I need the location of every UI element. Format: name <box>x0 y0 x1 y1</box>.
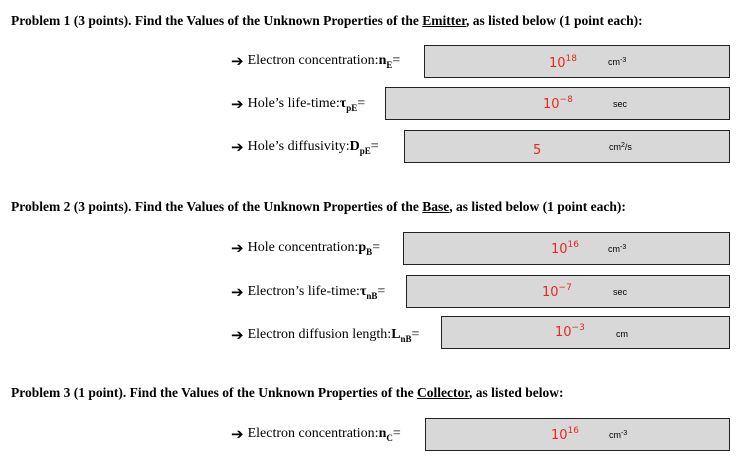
symbol-subscript: E <box>386 59 393 70</box>
value-exponent: 16 <box>567 426 579 436</box>
value-exponent: −8 <box>559 95 573 105</box>
label-text: Electron concentration: <box>247 53 379 68</box>
value-base: 5 <box>533 143 542 158</box>
symbol-letter: n <box>378 425 387 441</box>
unit-base: cm <box>616 329 628 339</box>
unit-label <box>608 57 626 67</box>
unit-label <box>609 142 632 152</box>
symbol-letter: τ <box>339 95 347 111</box>
p2-electron-diffusion-length-label <box>231 325 419 345</box>
equals-sign: = <box>392 426 401 441</box>
equals-sign: = <box>372 240 381 255</box>
answer-value <box>551 240 579 257</box>
symbol-letter: n <box>378 52 387 68</box>
equals-sign: = <box>411 327 420 342</box>
symbol <box>350 139 371 156</box>
unit-base: sec <box>613 99 628 109</box>
problem-2-heading <box>11 199 626 215</box>
unit-base: sec <box>613 287 628 297</box>
problem-2-base-link: Base <box>422 199 450 214</box>
answer-value <box>542 283 572 300</box>
symbol-subscript: pE <box>359 145 371 156</box>
p2-hole-concentration-label <box>231 238 380 258</box>
value-base: 10 <box>542 285 559 300</box>
unit-exponent: 2 <box>621 142 625 149</box>
value-exponent: −7 <box>558 283 572 293</box>
symbol-subscript: nB <box>366 290 378 301</box>
symbol-letter: L <box>391 326 401 342</box>
p1-electron-concentration-label <box>231 51 400 71</box>
problem-1-heading <box>11 13 643 29</box>
p2-hole-concentration-input[interactable] <box>403 232 730 265</box>
value-base: 10 <box>543 97 560 112</box>
unit-tail: /s <box>624 142 632 152</box>
unit-label <box>608 244 626 254</box>
unit-exponent: -3 <box>620 57 627 64</box>
answer-value <box>555 323 585 340</box>
arrow-icon: ➔ <box>231 138 244 156</box>
label-text: Hole’s diffusivity: <box>247 139 350 154</box>
label-text: Electron concentration: <box>247 426 379 441</box>
symbol-letter: τ <box>359 283 367 299</box>
arrow-icon: ➔ <box>231 326 244 344</box>
symbol-subscript: pE <box>346 102 358 113</box>
arrow-icon: ➔ <box>231 239 244 257</box>
problem-3-collector-link: Collector <box>417 385 469 400</box>
value-base: 10 <box>551 242 568 257</box>
p1-hole-diffusivity-input[interactable] <box>404 130 730 163</box>
problem-1-heading-suffix: , as listed below (1 point each): <box>466 13 643 28</box>
p3-electron-concentration-input[interactable] <box>425 418 730 451</box>
value-exponent: 18 <box>565 54 577 64</box>
unit-base: cm <box>609 430 621 440</box>
arrow-icon: ➔ <box>231 52 244 70</box>
p1-hole-lifetime-input[interactable] <box>385 87 730 120</box>
unit-exponent: -3 <box>620 244 627 251</box>
symbol <box>391 327 411 344</box>
arrow-icon: ➔ <box>231 283 244 301</box>
answer-value <box>549 54 577 71</box>
p2-electron-lifetime-label <box>231 282 385 302</box>
unit-base: cm <box>608 244 620 254</box>
symbol <box>358 240 372 257</box>
unit-label <box>613 99 627 109</box>
symbol-subscript: B <box>366 246 373 257</box>
unit-label <box>613 287 627 297</box>
value-exponent: 16 <box>567 240 579 250</box>
equals-sign: = <box>357 96 366 111</box>
label-text: Hole concentration: <box>247 240 359 255</box>
problem-3-heading <box>11 385 564 401</box>
p1-electron-concentration-input[interactable] <box>424 45 730 78</box>
p3-electron-concentration-label <box>231 424 401 444</box>
problem-2-heading-suffix: , as listed below (1 point each): <box>449 199 626 214</box>
symbol-subscript: C <box>386 432 393 443</box>
unit-base: cm <box>608 57 620 67</box>
arrow-icon: ➔ <box>231 425 244 443</box>
p1-hole-diffusivity-label <box>231 137 379 157</box>
unit-label <box>609 430 627 440</box>
problem-3-heading-text: Problem 3 (1 point). Find the Values of the Unknown Properties of the <box>11 385 418 400</box>
symbol-subscript: nB <box>400 333 412 344</box>
answer-value <box>533 141 541 158</box>
answer-value <box>551 426 579 443</box>
p2-electron-lifetime-input[interactable] <box>406 275 730 308</box>
label-text: Electron’s life-time: <box>247 284 360 299</box>
p1-hole-lifetime-label <box>231 94 365 114</box>
equals-sign: = <box>392 53 401 68</box>
p2-electron-diffusion-length-input[interactable] <box>441 316 730 349</box>
problem-1-emitter-link: Emitter <box>422 13 467 28</box>
equals-sign: = <box>370 139 379 154</box>
equals-sign: = <box>377 284 386 299</box>
value-base: 10 <box>549 56 566 71</box>
value-base: 10 <box>551 428 568 443</box>
symbol <box>340 96 357 113</box>
symbol <box>379 53 393 70</box>
label-text: Electron diffusion length: <box>247 327 392 342</box>
problem-3-heading-suffix: , as listed below: <box>469 385 564 400</box>
value-exponent: −3 <box>571 323 585 333</box>
unit-exponent: -3 <box>621 430 628 437</box>
label-text: Hole’s life-time: <box>247 96 340 111</box>
problem-2-heading-text: Problem 2 (3 points). Find the Values of the Unknown Properties of the <box>11 199 423 214</box>
symbol <box>379 426 393 443</box>
symbol-letter: D <box>349 138 360 154</box>
symbol-letter: p <box>358 239 367 255</box>
answer-value <box>543 95 573 112</box>
value-base: 10 <box>555 325 572 340</box>
problem-1-heading-text: Problem 1 (3 points). Find the Values of the Unknown Properties of the <box>11 13 423 28</box>
unit-base: cm <box>609 142 621 152</box>
unit-label <box>616 329 628 339</box>
arrow-icon: ➔ <box>231 95 244 113</box>
symbol <box>360 284 377 301</box>
